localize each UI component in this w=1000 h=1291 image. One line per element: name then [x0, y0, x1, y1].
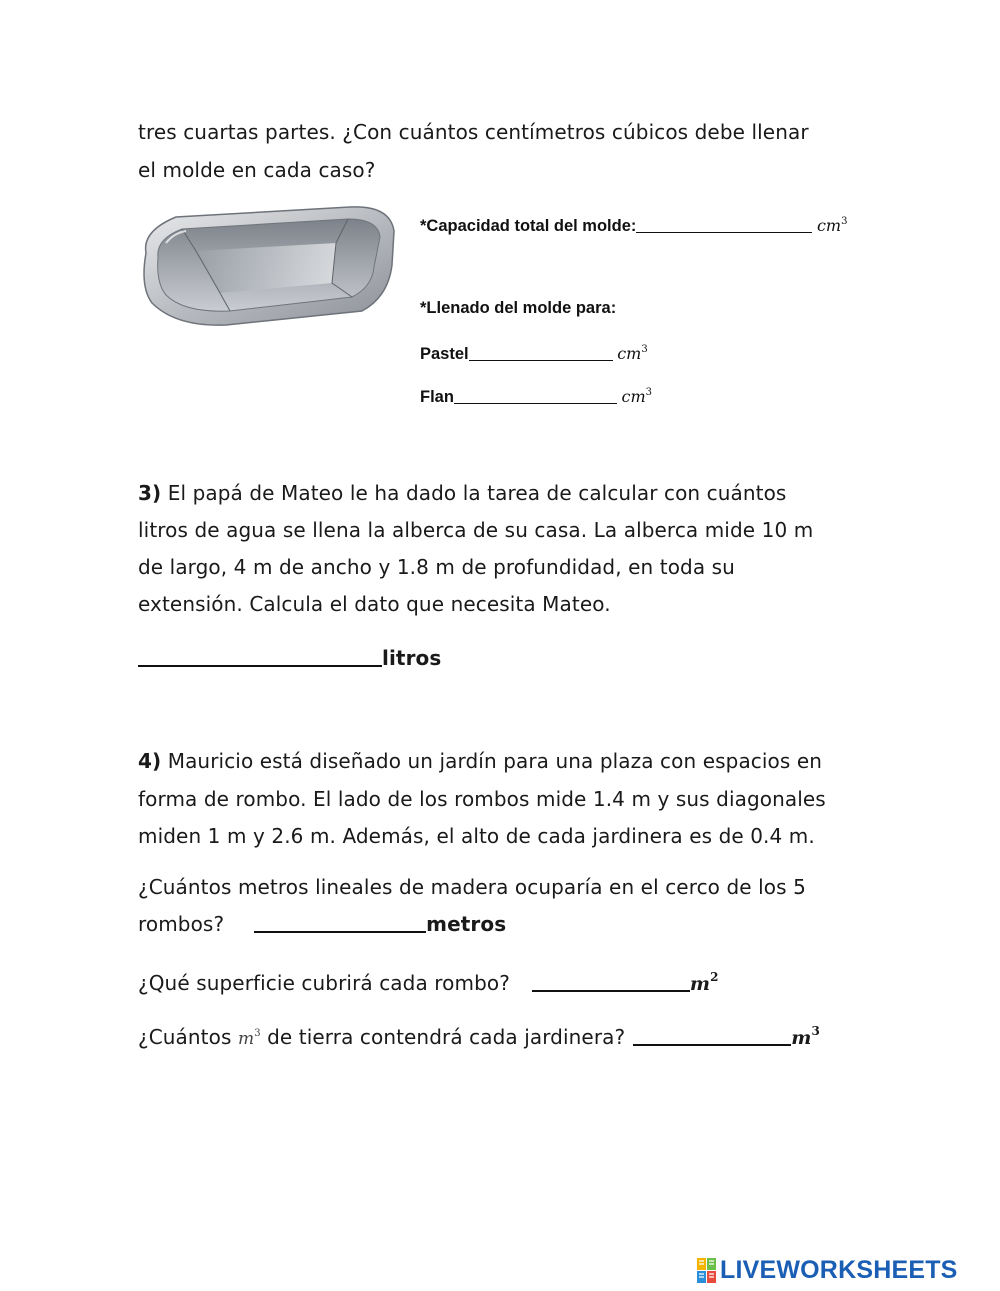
flan-answer-blank[interactable]: [454, 385, 617, 404]
liveworksheets-logo: [696, 1256, 958, 1285]
problem-3-line-3: de largo, 4 m de ancho y 1.8 m de profundidad, en toda su: [138, 555, 735, 579]
capacity-unit: $cm^3$: [816, 216, 848, 235]
problem-4-line-1: 4) Mauricio está diseñado un jardín para una plaza con espacios en: [138, 749, 823, 773]
question-1-line-2: rombos? metros: [138, 912, 507, 936]
loaf-pan-image: [136, 203, 398, 327]
question-2: ¿Qué superficie cubrirá cada rombo? $m^2$: [138, 970, 719, 995]
liveworksheets-brand-text: LIVEWORKSHEETS: [720, 1256, 958, 1284]
question-3: ¿Cuántos $m^3$ de tierra contendrá cada jardinera? $m^3$: [138, 1024, 820, 1049]
problem-4-line-2: forma de rombo. El lado de los rombos mide 1.4 m y sus diagonales: [138, 787, 826, 811]
fill-label: *Llenado del molde para:: [420, 299, 617, 317]
question-3-unit: $m^3$: [791, 1024, 820, 1049]
problem-3-answer-unit: litros: [382, 646, 442, 670]
capacity-field: [420, 214, 847, 236]
problem-3-line-4: extensión. Calcula el dato que necesita Mateo.: [138, 592, 611, 616]
cake-unit: $cm^3$: [617, 344, 648, 363]
flan-field: [420, 385, 652, 407]
question-1-answer-blank[interactable]: [254, 911, 426, 933]
problem-4-number: 4): [138, 749, 162, 773]
capacity-label: *Capacidad total del molde:: [420, 217, 637, 235]
problem-3-answer-blank[interactable]: [138, 645, 382, 667]
question-3-math-unit: $m^3$: [237, 1028, 261, 1049]
question-2-answer-blank[interactable]: [532, 970, 690, 992]
problem-3-line-2: litros de agua se llena la alberca de su casa. La alberca mide 10 m: [138, 518, 814, 542]
cake-field: [420, 342, 648, 364]
problem-3-number: 3): [138, 481, 162, 505]
problem-3-answer: [138, 645, 441, 671]
question-2-unit: $m^2$: [689, 970, 719, 995]
problem-4-line-3: miden 1 m y 2.6 m. Además, el alto de cada jardinera es de 0.4 m.: [138, 824, 815, 848]
cake-label: Pastel: [420, 345, 469, 363]
cake-answer-blank[interactable]: [469, 342, 613, 361]
intro-line-1: tres cuartas partes. ¿Con cuántos centímetros cúbicos debe llenar: [138, 120, 809, 144]
liveworksheets-logo-icon: [696, 1257, 718, 1285]
intro-line-2: el molde en cada caso?: [138, 158, 376, 182]
flan-label: Flan: [420, 388, 454, 406]
problem-3-line-1: 3) El papá de Mateo le ha dado la tarea de calcular con cuántos: [138, 481, 787, 505]
question-3-answer-blank[interactable]: [633, 1024, 791, 1046]
question-1-line-1: ¿Cuántos metros lineales de madera ocuparía en el cerco de los 5: [138, 875, 806, 899]
question-1-unit: metros: [426, 912, 507, 936]
capacity-answer-blank[interactable]: [636, 214, 812, 233]
flan-unit: $cm^3$: [621, 387, 653, 406]
